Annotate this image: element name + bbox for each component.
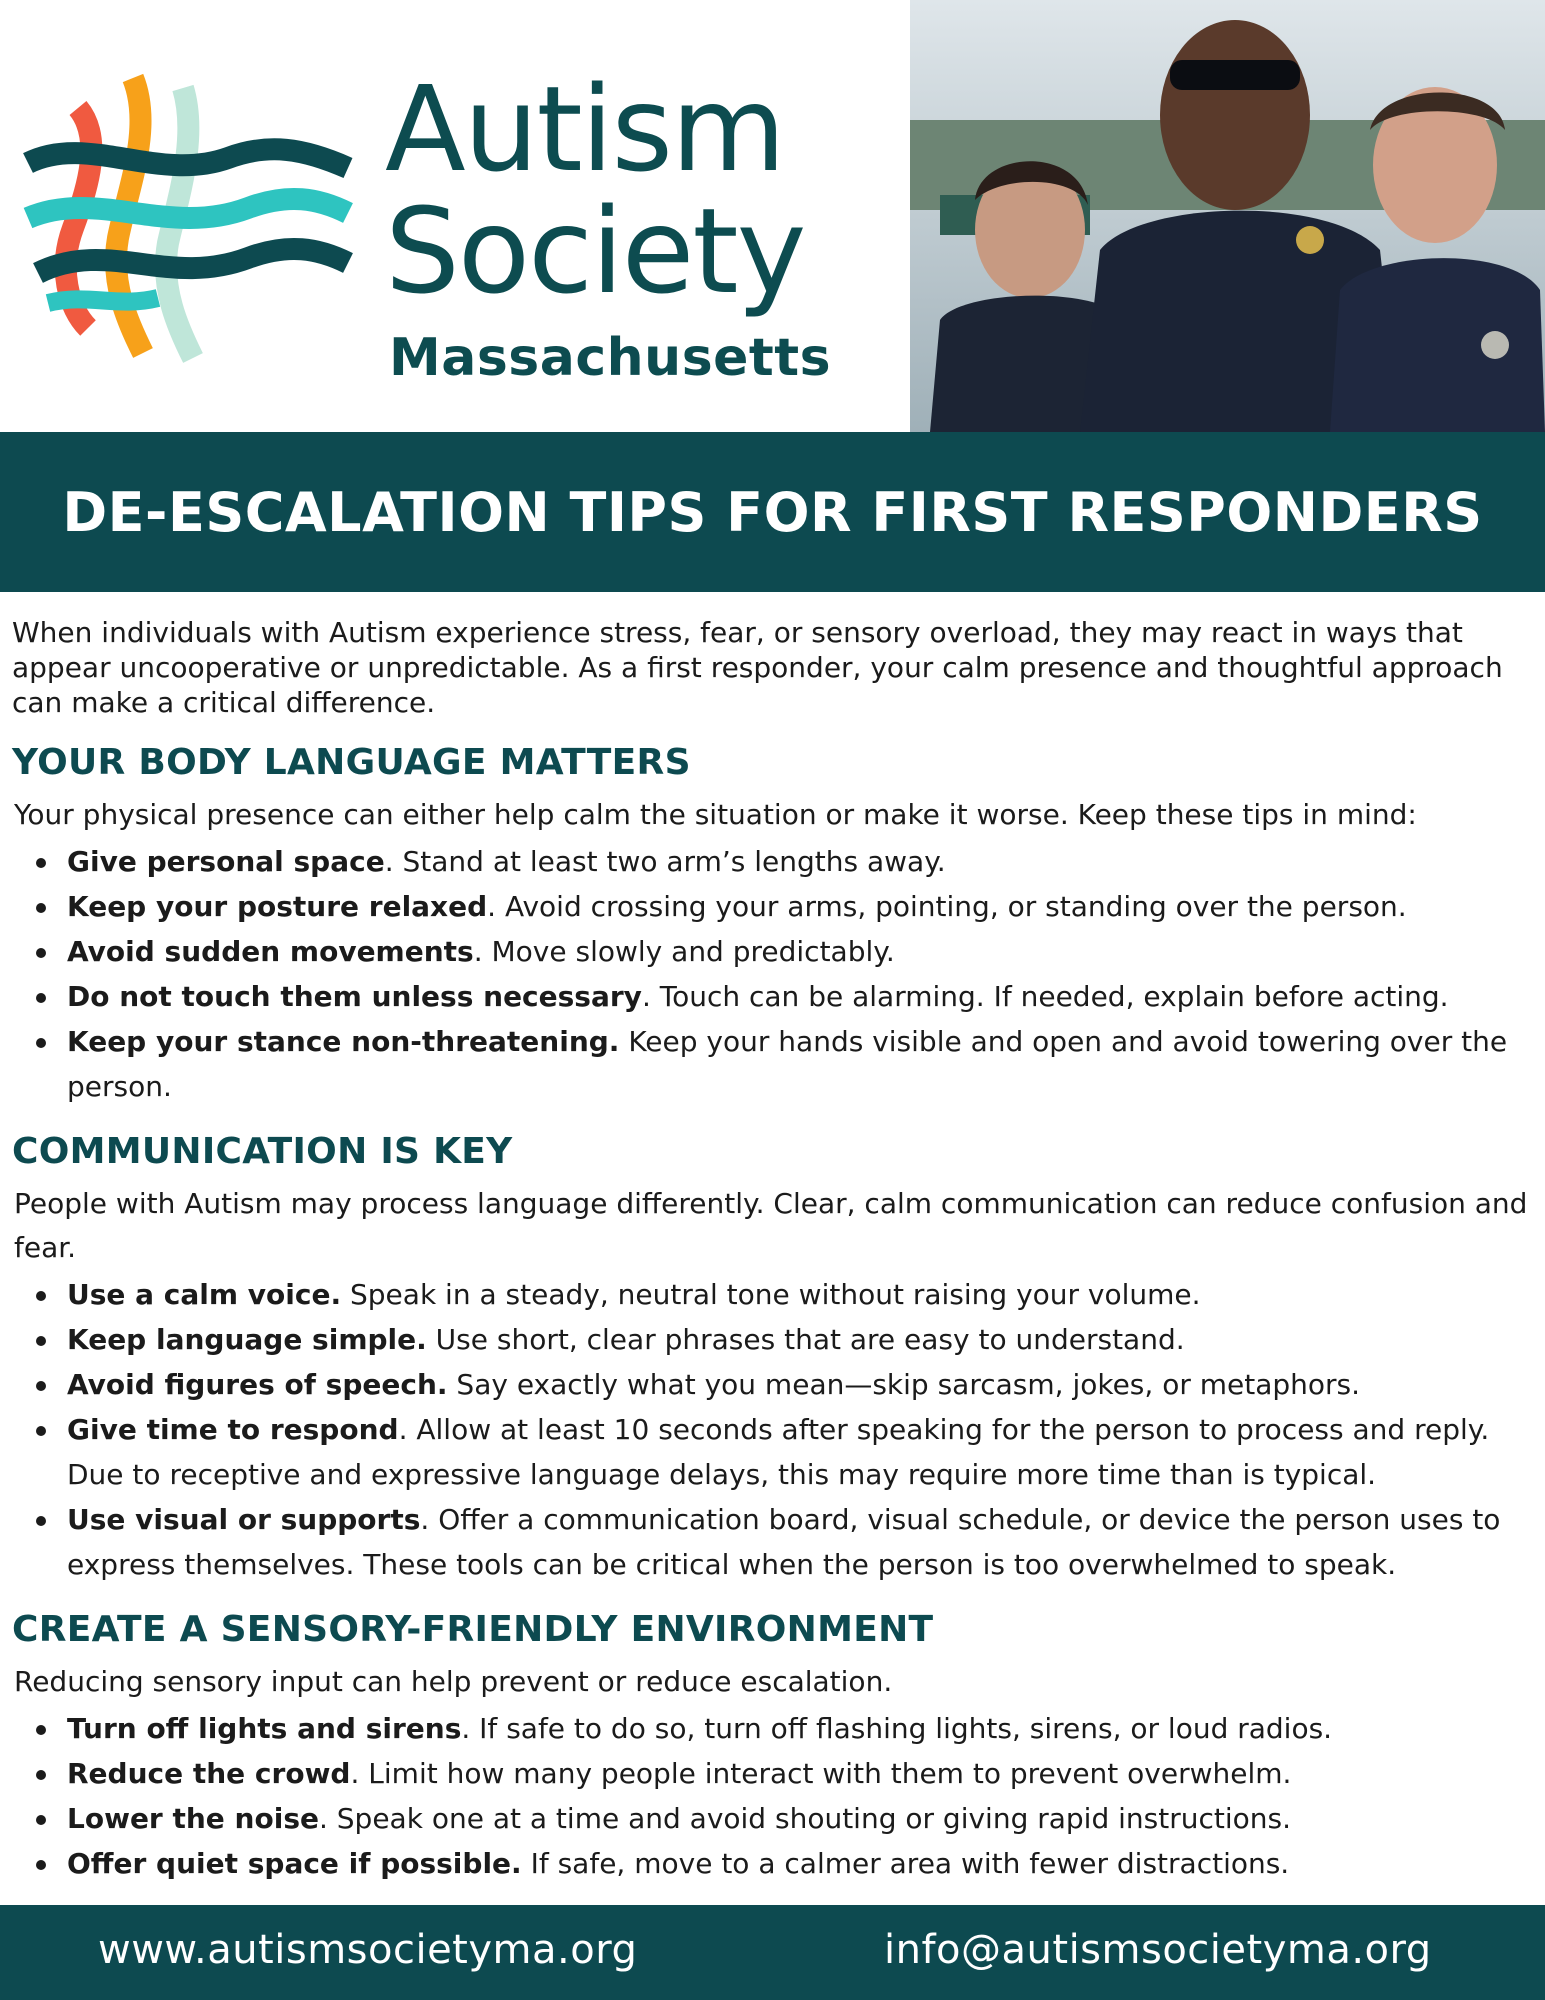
section-title: CREATE A SENSORY-FRIENDLY ENVIRONMENT bbox=[12, 1609, 934, 1650]
list-item: Keep language simple. Use short, clear phrases that are easy to understand. bbox=[12, 1317, 1532, 1362]
list-item: Avoid figures of speech. Say exactly what you mean—skip sarcasm, jokes, or metaphors. bbox=[12, 1362, 1532, 1407]
intro-paragraph: When individuals with Autism experience stress, fear, or sensory overload, they may react in ways that appear uncooperative or unpredictable. As a first responder, your calm presence and thoughtful approach can make a critical difference. bbox=[12, 616, 1503, 719]
title-banner bbox=[0, 432, 1545, 592]
list-item: Avoid sudden movements. Move slowly and predictably. bbox=[12, 929, 1532, 974]
logo-word-society: Society bbox=[385, 182, 805, 320]
list-item: Give time to respond. Allow at least 10 seconds after speaking for the person to process and reply. Due to receptive and expressive language delays, this may require more time than is typical. bbox=[12, 1407, 1532, 1497]
logo-word-autism: Autism bbox=[385, 60, 784, 198]
list-item: Use visual or supports. Offer a communication board, visual schedule, or device the person uses to express themselves. These tools can be critical when the person is too overwhelmed to speak. bbox=[12, 1497, 1532, 1587]
section-sensory bbox=[12, 1609, 1532, 1886]
list-item: Keep your posture relaxed. Avoid crossing your arms, pointing, or standing over the person. bbox=[12, 884, 1532, 929]
section-lead: Your physical presence can either help calm the situation or make it worse. Keep these tips in mind: bbox=[14, 798, 1417, 831]
section-title: COMMUNICATION IS KEY bbox=[12, 1131, 513, 1172]
list-item: Keep your stance non-threatening. Keep your hands visible and open and avoid towering over the person. bbox=[12, 1019, 1532, 1109]
autism-society-logo-icon bbox=[18, 68, 358, 368]
section-lead: People with Autism may process language differently. Clear, calm communication can reduce confusion and fear. bbox=[14, 1187, 1528, 1264]
section-title: YOUR BODY LANGUAGE MATTERS bbox=[12, 742, 691, 783]
list-item: Do not touch them unless necessary. Touch can be alarming. If needed, explain before acting. bbox=[12, 974, 1532, 1019]
list-item: Lower the noise. Speak one at a time and avoid shouting or giving rapid instructions. bbox=[12, 1796, 1532, 1841]
list-item: Give personal space. Stand at least two arm’s lengths away. bbox=[12, 839, 1532, 884]
logo-word-state: Massachusetts bbox=[389, 328, 832, 388]
website-link[interactable]: www.autismsocietyma.org bbox=[98, 1927, 638, 1973]
list-item: Use a calm voice. Speak in a steady, neutral tone without raising your volume. bbox=[12, 1272, 1532, 1317]
tips-list bbox=[12, 839, 1532, 1109]
section-lead: Reducing sensory input can help prevent or reduce escalation. bbox=[14, 1665, 893, 1698]
list-item: Offer quiet space if possible. If safe, move to a calmer area with fewer distractions. bbox=[12, 1841, 1532, 1886]
tips-list bbox=[12, 1706, 1532, 1886]
officers-photo bbox=[910, 0, 1545, 432]
footer bbox=[0, 1905, 1545, 2000]
list-item: Turn off lights and sirens. If safe to do so, turn off flashing lights, sirens, or loud radios. bbox=[12, 1706, 1532, 1751]
section-body-language bbox=[12, 742, 1532, 1109]
tips-list bbox=[12, 1272, 1532, 1587]
main-content bbox=[12, 615, 1532, 1908]
header bbox=[0, 0, 1545, 432]
list-item: Reduce the crowd. Limit how many people interact with them to prevent overwhelm. bbox=[12, 1751, 1532, 1796]
logo-wordmark bbox=[385, 60, 832, 388]
page-title: DE-ESCALATION TIPS FOR FIRST RESPONDERS bbox=[62, 480, 1483, 544]
email-link[interactable]: info@autismsocietyma.org bbox=[884, 1927, 1432, 1973]
section-communication bbox=[12, 1131, 1532, 1587]
